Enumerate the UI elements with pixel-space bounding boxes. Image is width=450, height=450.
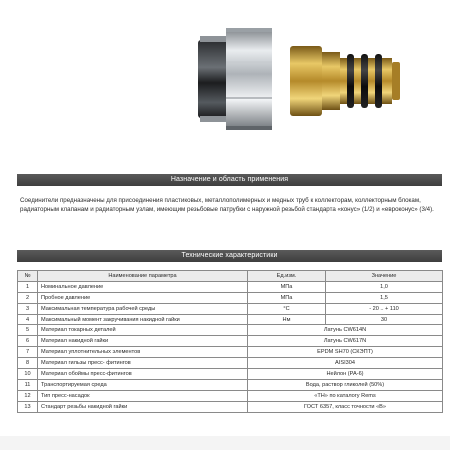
row-num: 11 — [18, 379, 38, 390]
section-header-specs: Технические характеристики — [17, 250, 442, 262]
row-param: Стандарт резьбы накидной гайки — [38, 401, 248, 412]
row-value-merged: «TH» по каталогу Rems — [248, 390, 443, 401]
table-row — [18, 314, 443, 325]
row-num: 1 — [18, 281, 38, 292]
row-value-merged: EPDM SH70 (СКЭПТ) — [248, 347, 443, 358]
row-param: Материал накидной гайки — [38, 336, 248, 347]
row-param: Транспортируемая среда — [38, 379, 248, 390]
row-param: Материал гильзы пресс- фитингов — [38, 358, 248, 369]
row-param: Максимальная температура рабочей среды — [38, 303, 248, 314]
row-num: 12 — [18, 390, 38, 401]
footer-band — [0, 436, 450, 450]
row-param: Тип пресс-насадок — [38, 390, 248, 401]
section-header-purpose: Назначение и область применения — [17, 174, 442, 186]
row-num: 10 — [18, 369, 38, 380]
row-num: 13 — [18, 401, 38, 412]
row-unit: МПа — [248, 281, 326, 292]
row-num: 4 — [18, 314, 38, 325]
table-row — [18, 303, 443, 314]
row-unit: °С — [248, 303, 326, 314]
row-num: 7 — [18, 347, 38, 358]
row-param: Материал уплотнительных элементов — [38, 347, 248, 358]
row-value: 30 — [326, 314, 443, 325]
row-param: Максимальный момент закручивания накидной гайки — [38, 314, 248, 325]
table-row — [18, 401, 443, 412]
row-value-merged: Нейлон (PA-6) — [248, 369, 443, 380]
brass-insert-image — [290, 46, 400, 116]
row-num: 8 — [18, 358, 38, 369]
header-param: Наименование параметра — [38, 271, 248, 282]
row-value: - 20 .. + 110 — [326, 303, 443, 314]
table-row — [18, 325, 443, 336]
nut-fitting-image — [198, 28, 272, 130]
row-value-merged: Латунь CW614N — [248, 325, 443, 336]
header-num: № — [18, 271, 38, 282]
header-unit: Ед.изм. — [248, 271, 326, 282]
row-value: 1,5 — [326, 292, 443, 303]
row-value-merged: Латунь CW617N — [248, 336, 443, 347]
row-param: Номинальное давление — [38, 281, 248, 292]
row-value-merged: Вода, раствор гликолей (50%) — [248, 379, 443, 390]
row-num: 6 — [18, 336, 38, 347]
product-photo — [0, 0, 450, 162]
table-header-row — [18, 271, 443, 282]
table-row — [18, 347, 443, 358]
table-row — [18, 369, 443, 380]
row-num: 5 — [18, 325, 38, 336]
table-row — [18, 390, 443, 401]
row-param: Материал токарных деталей — [38, 325, 248, 336]
table-row — [18, 379, 443, 390]
purpose-description: Соединители предназначены для присоединения пластиковых, металлополимерных и медных труб к коллекторам, коллекторным блокам, радиаторным клапанам и радиаторным узлам, имеющим резьбовые патрубки с наружной резьбой стандарта «конус» (1/2) и «евроконус» (3/4). — [20, 197, 434, 214]
row-num: 2 — [18, 292, 38, 303]
row-param: Пробное давление — [38, 292, 248, 303]
table-row — [18, 336, 443, 347]
row-value-merged: ГОСТ 6357, класс точности «В» — [248, 401, 443, 412]
row-param: Материал обоймы пресс-фитингов — [38, 369, 248, 380]
specs-table-body — [18, 281, 443, 412]
table-row — [18, 292, 443, 303]
specs-table — [17, 270, 443, 413]
row-unit: Нм — [248, 314, 326, 325]
row-unit: МПа — [248, 292, 326, 303]
table-row — [18, 358, 443, 369]
table-row — [18, 281, 443, 292]
row-value: 1,0 — [326, 281, 443, 292]
row-value-merged: AISI304 — [248, 358, 443, 369]
header-value: Значение — [326, 271, 443, 282]
row-num: 3 — [18, 303, 38, 314]
